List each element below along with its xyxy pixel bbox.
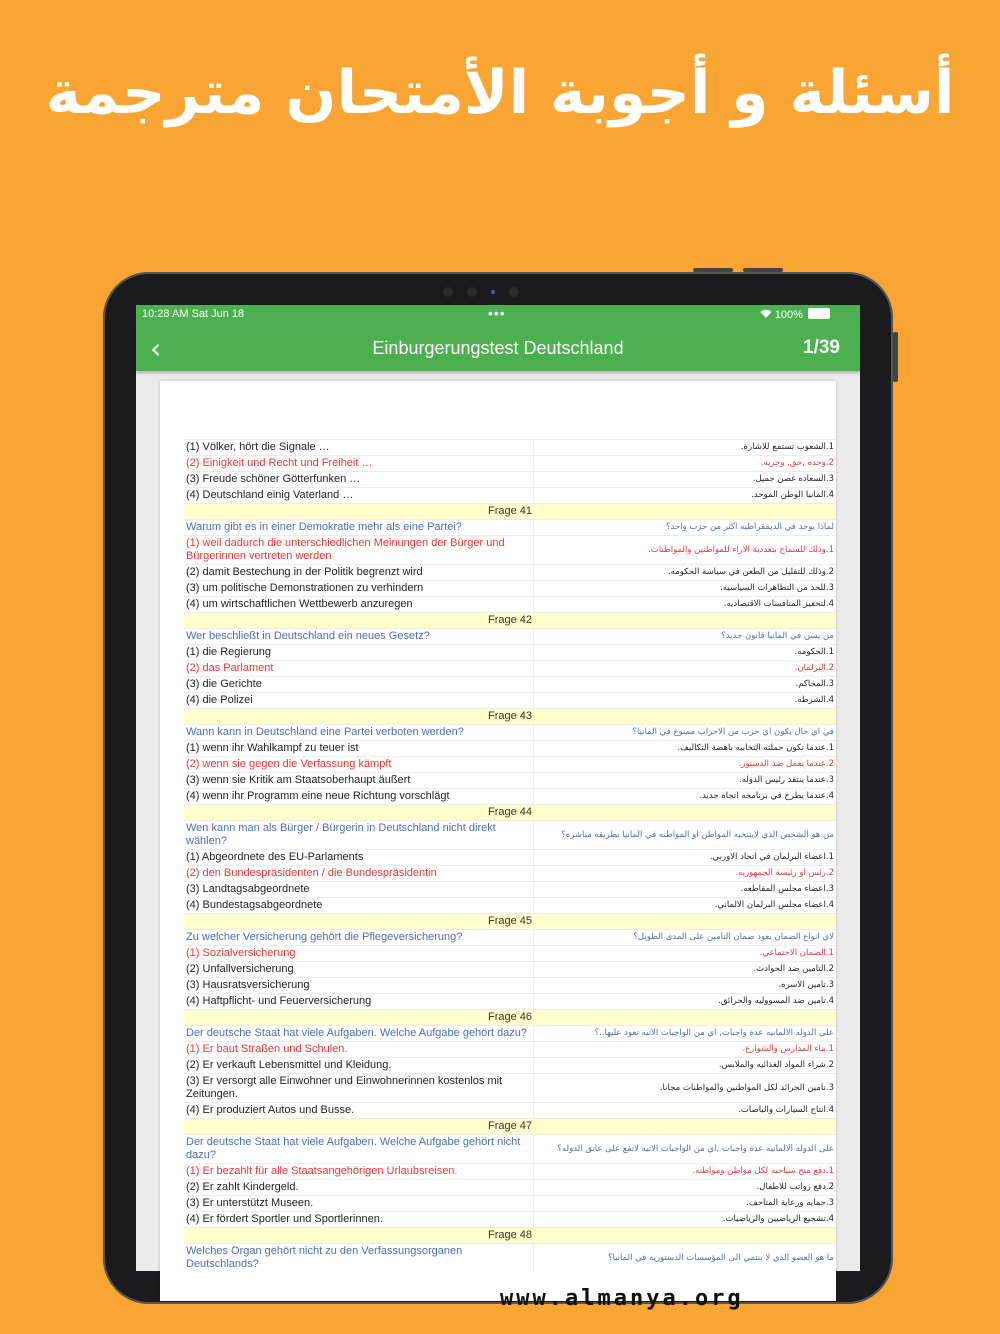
question-text-de: Wer beschließt in Deutschland ein neues Gesetz? xyxy=(184,629,534,645)
answer-row xyxy=(184,693,836,709)
frage-header-row xyxy=(184,805,836,821)
answer-text-ar: 2.وحده ,حق, وحريه. xyxy=(534,456,836,472)
page-title: Einburgerungstest Deutschland xyxy=(372,338,624,358)
status-bar xyxy=(136,305,860,325)
answer-text-de: (4) Er produziert Autos und Busse. xyxy=(184,1103,534,1119)
screen xyxy=(136,305,860,1311)
answer-text-de: (1) die Regierung xyxy=(184,645,534,661)
promo-headline: أسئلة و أجوبة الأمتحان مترجمة xyxy=(45,58,955,128)
answer-row xyxy=(184,978,836,994)
question-text-de: Der deutsche Staat hat viele Aufgaben. Welche Aufgabe gehört dazu? xyxy=(184,1026,534,1042)
answer-text-ar: 2.رئس او رئيسة الجمهوريه. xyxy=(534,866,836,882)
answer-text-de: (3) Hausratsversicherung xyxy=(184,978,534,994)
answer-text-ar: 1.عندما تكون حملته التخابيه باهضة التكاليف. xyxy=(534,741,836,757)
question-text-de: Welches Organ gehört nicht zu den Verfassungsorganen Deutschlands? xyxy=(184,1244,534,1273)
answer-text-ar: 3.المحاكم. xyxy=(534,677,836,693)
answer-row xyxy=(184,472,836,488)
question-text-ar: لاي انواع الضمان يعود ضمان التامين على المدى الطويل؟ xyxy=(534,930,836,946)
frage-header-row xyxy=(184,1228,836,1244)
frage-header-row xyxy=(184,1010,836,1026)
answer-text-de: (1) wenn ihr Wahlkampf zu teuer ist xyxy=(184,741,534,757)
answer-text-de: (3) wenn sie Kritik am Staatsoberhaupt äußert xyxy=(184,773,534,789)
answer-text-de: (4) Bundestagsabgeordnete xyxy=(184,898,534,914)
answer-text-de: (1) Völker, hört die Signale … xyxy=(184,440,534,456)
answer-row xyxy=(184,1042,836,1058)
answer-text-de: (3) Er versorgt alle Einwohner und Einwohnerinnen kostenlos mit Zeitungen. xyxy=(184,1074,534,1103)
wifi-icon xyxy=(760,309,775,321)
answer-text-de: (4) die Polizei xyxy=(184,693,534,709)
back-icon[interactable]: ‹ xyxy=(150,332,162,365)
question-text-ar: لماذا يوجد في الديمقراطيه اكثر من حزب واحد؟ xyxy=(534,520,836,536)
answer-row xyxy=(184,882,836,898)
answer-text-ar: 4.تشجيع الرياضيين والرياضيات. xyxy=(534,1212,836,1228)
frage-header-row xyxy=(184,504,836,520)
status-time: 10:28 AM Sat Jun 18 xyxy=(142,308,245,320)
question-row xyxy=(184,930,836,946)
frage-label: Frage 46 xyxy=(184,1010,836,1026)
answer-row xyxy=(184,565,836,581)
answer-text-ar: 3.تامين الجرائد لكل المواطنين والمواطنات مجانا. xyxy=(534,1074,836,1103)
question-text-de: Der deutsche Staat hat viele Aufgaben. Welche Aufgabe gehört nicht dazu? xyxy=(184,1135,534,1164)
multitask-dots[interactable]: ••• xyxy=(488,305,506,321)
frage-label: Frage 48 xyxy=(184,1228,836,1244)
status-right xyxy=(760,308,830,321)
answer-text-de: (4) Haftpflicht- und Feuerversicherung xyxy=(184,994,534,1010)
question-table xyxy=(184,439,836,1272)
answer-text-ar: 4.الشرطه. xyxy=(534,693,836,709)
answer-row xyxy=(184,1180,836,1196)
answer-text-ar: 4.لتحفيز المنافسات الاقتصاديه. xyxy=(534,597,836,613)
answer-text-de: (2) das Parlament xyxy=(184,661,534,677)
answer-row xyxy=(184,677,836,693)
question-text-ar: على الدوله الالمانيه عدة واجبات ,اي من الواجبات الاتيه لاتقع على عاتق الدوله؟ xyxy=(534,1135,836,1164)
answer-text-ar: 2.شراء المواد الغذائيه والملابس. xyxy=(534,1058,836,1074)
question-row xyxy=(184,629,836,645)
answer-text-ar: 3.للحد من التظاهرات السياسيه. xyxy=(534,581,836,597)
question-text-de: Wann kann in Deutschland eine Partei verboten werden? xyxy=(184,725,534,741)
answer-row xyxy=(184,536,836,565)
answer-text-ar: 1.اعضاء البرلمان في اتحاد الاوربي. xyxy=(534,850,836,866)
question-text-ar: على الدوله الالمانيه عدة واجبات, اي من الواجبات الاتيه تعود عليها..؟ xyxy=(534,1026,836,1042)
answer-text-de: (2) Unfallversicherung xyxy=(184,962,534,978)
answer-row xyxy=(184,1164,836,1180)
answer-text-de: (4) Er fördert Sportler und Sportlerinnen. xyxy=(184,1212,534,1228)
answer-text-ar: 1.الضمان الاجتماعي. xyxy=(534,946,836,962)
answer-text-de: (2) damit Bestechung in der Politik begrenzt wird xyxy=(184,565,534,581)
answer-text-de: (4) Deutschland einig Vaterland … xyxy=(184,488,534,504)
answer-row xyxy=(184,456,836,472)
answer-row xyxy=(184,645,836,661)
answer-row xyxy=(184,741,836,757)
frage-label: Frage 41 xyxy=(184,504,836,520)
answer-row xyxy=(184,757,836,773)
answer-row xyxy=(184,597,836,613)
frage-header-row xyxy=(184,613,836,629)
answer-row xyxy=(184,866,836,882)
answer-row xyxy=(184,1074,836,1103)
answer-text-ar: 1.وذلك للسماح بتعددية الاراء للمواطنين والمواطنات. xyxy=(534,536,836,565)
question-text-ar: من يسن في المانيا قانون جديد؟ xyxy=(534,629,836,645)
answer-text-de: (1) weil dadurch die unterschiedlichen Meinungen der Bürger und Bürgerinnen vertreten werden xyxy=(184,536,534,565)
question-text-de: Wen kann man als Bürger / Bürgerin in Deutschland nicht direkt wählen? xyxy=(184,821,534,850)
answer-text-ar: 2.دفع رواتب للاطفال. xyxy=(534,1180,836,1196)
answer-text-ar: 4.اعضاء مجلس البرلمان الالماني. xyxy=(534,898,836,914)
answer-text-de: (3) um politische Demonstrationen zu verhindern xyxy=(184,581,534,597)
answer-text-de: (4) um wirtschaftlichen Wettbewerb anzuregen xyxy=(184,597,534,613)
answer-row xyxy=(184,440,836,456)
answer-row xyxy=(184,962,836,978)
question-text-ar: من هو الشخص الذي لايتنخبه المواطن او المواطنه في المانيا بطريقه مباشره؟ xyxy=(534,821,836,850)
answer-row xyxy=(184,1212,836,1228)
answer-text-de: (2) wenn sie gegen die Verfassung kämpft xyxy=(184,757,534,773)
frage-header-row xyxy=(184,914,836,930)
answer-row xyxy=(184,773,836,789)
answer-text-ar: 3.تامين الاسره. xyxy=(534,978,836,994)
question-row xyxy=(184,1026,836,1042)
answer-text-de: (2) Er verkauft Lebensmittel und Kleidung. xyxy=(184,1058,534,1074)
answer-text-ar: 2.التامين ضد الحوادث. xyxy=(534,962,836,978)
answer-text-ar: 4.انتاج السيارات والباصات. xyxy=(534,1103,836,1119)
watermark: www.almanya.org xyxy=(500,1286,744,1311)
answer-text-ar: 2.عندما يعمل ضد الدستور. xyxy=(534,757,836,773)
question-row xyxy=(184,520,836,536)
power-button xyxy=(893,332,898,382)
frage-header-row xyxy=(184,709,836,725)
document-page[interactable] xyxy=(160,381,836,1311)
answer-text-ar: 4.عندما يطرح في برنامجه اتجاه جديد. xyxy=(534,789,836,805)
answer-text-de: (1) Er baut Straßen und Schulen. xyxy=(184,1042,534,1058)
question-row xyxy=(184,1135,836,1164)
frage-label: Frage 47 xyxy=(184,1119,836,1135)
answer-row xyxy=(184,789,836,805)
answer-text-de: (2) Er zahlt Kindergeld. xyxy=(184,1180,534,1196)
answer-text-ar: 3.عندما ينتقد رئيس الدوله. xyxy=(534,773,836,789)
answer-text-ar: 4.تامين ضد المسووليه والحرائق. xyxy=(534,994,836,1010)
answer-row xyxy=(184,946,836,962)
answer-row xyxy=(184,994,836,1010)
question-row xyxy=(184,821,836,850)
answer-row xyxy=(184,850,836,866)
answer-text-ar: 1.الحكومه. xyxy=(534,645,836,661)
answer-text-de: (3) Er unterstützt Museen. xyxy=(184,1196,534,1212)
answer-text-ar: 1.دفع منح سياحيه لكل مواطن ومواطنه. xyxy=(534,1164,836,1180)
answer-text-ar: 1.الشعوب تستمع للاشارة. xyxy=(534,440,836,456)
question-text-de: Warum gibt es in einer Demokratie mehr als eine Partei? xyxy=(184,520,534,536)
answer-text-de: (3) die Gerichte xyxy=(184,677,534,693)
answer-text-de: (4) wenn ihr Programm eine neue Richtung vorschlägt xyxy=(184,789,534,805)
answer-text-de: (3) Freude schöner Götterfunken … xyxy=(184,472,534,488)
answer-row xyxy=(184,898,836,914)
battery-icon xyxy=(808,308,830,319)
answer-row xyxy=(184,1103,836,1119)
answer-text-de: (1) Sozialversicherung xyxy=(184,946,534,962)
frage-label: Frage 42 xyxy=(184,613,836,629)
tablet-frame xyxy=(103,272,893,1311)
answer-text-ar: 3.السعاده غصن جميل. xyxy=(534,472,836,488)
answer-text-ar: 3.اعضاء مجلس المقاطعه. xyxy=(534,882,836,898)
answer-text-ar: 4.المانيا الوطن الموحد. xyxy=(534,488,836,504)
question-text-ar: في اي حال يكون اي حزب من الاحزاب ممنوع في المانيا؟ xyxy=(534,725,836,741)
battery-percent: 100% xyxy=(774,309,803,321)
camera-array xyxy=(443,282,553,294)
question-row xyxy=(184,725,836,741)
frage-label: Frage 44 xyxy=(184,805,836,821)
answer-text-ar: 3.حمايه ورعاية المتاحف. xyxy=(534,1196,836,1212)
question-row xyxy=(184,1244,836,1273)
answer-text-ar: 1.بناء المدارس والشوارع. xyxy=(534,1042,836,1058)
volume-button xyxy=(743,268,783,272)
answer-text-de: (1) Abgeordnete des EU-Parlaments xyxy=(184,850,534,866)
frage-header-row xyxy=(184,1119,836,1135)
answer-text-de: (1) Er bezahlt für alle Staatsangehörigen Urlaubsreisen. xyxy=(184,1164,534,1180)
answer-row xyxy=(184,1196,836,1212)
answer-text-ar: 2.البرلمان. xyxy=(534,661,836,677)
nav-bar xyxy=(136,325,860,371)
page-counter: 1/39 xyxy=(803,337,840,358)
question-text-ar: ما هو العضو الذي لا ينتمي الى المؤسسات الدستوريه في المانيا؟ xyxy=(534,1244,836,1273)
answer-text-de: (2) den Bundespräsidenten / die Bundespräsidentin xyxy=(184,866,534,882)
answer-text-de: (3) Landtagsabgeordnete xyxy=(184,882,534,898)
frage-label: Frage 43 xyxy=(184,709,836,725)
answer-text-ar: 2.وذلك للتقليل من الطعن في سياسة الحكومه. xyxy=(534,565,836,581)
frage-label: Frage 45 xyxy=(184,914,836,930)
volume-button xyxy=(693,268,733,272)
answer-text-de: (2) Einigkeit und Recht und Freiheit … xyxy=(184,456,534,472)
question-text-de: Zu welcher Versicherung gehört die Pflegeversicherung? xyxy=(184,930,534,946)
answer-row xyxy=(184,581,836,597)
answer-row xyxy=(184,661,836,677)
answer-row xyxy=(184,1058,836,1074)
answer-row xyxy=(184,488,836,504)
